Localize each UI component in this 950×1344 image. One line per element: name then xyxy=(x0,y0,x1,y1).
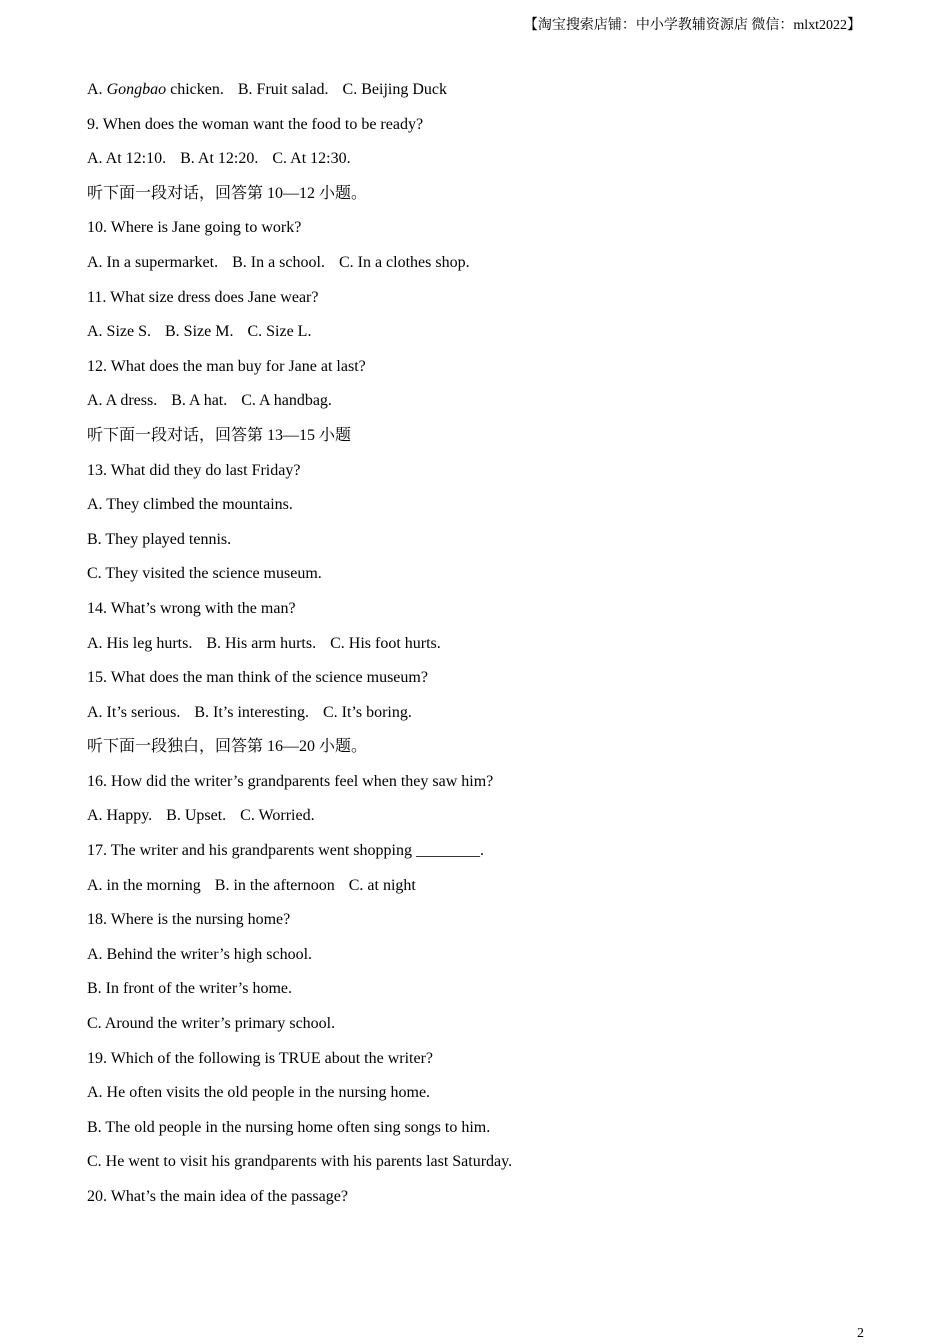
q15-option-a: A. It’s serious. xyxy=(87,703,181,721)
q16-question: 16. How did the writer’s grandparents feel when they saw him? xyxy=(87,772,494,790)
q9-option-a: A. At 12:10. xyxy=(87,150,167,168)
q17-option-c: C. at night xyxy=(348,876,416,894)
q15-option-c: C. It’s boring. xyxy=(322,703,412,721)
q11-option-c: C. Size L. xyxy=(247,323,312,341)
q19-question: 19. Which of the following is TRUE about the writer? xyxy=(87,1049,434,1067)
q9-question: 9. When does the woman want the food to be ready? xyxy=(87,115,424,133)
q14-option-c: C. His foot hurts. xyxy=(330,634,441,652)
q12-options xyxy=(87,390,867,425)
q8-options xyxy=(87,79,867,114)
q9-options xyxy=(87,148,867,183)
q8-option-a xyxy=(87,81,224,98)
section-heading-16-20: 听下面一段独白，回答第 16—20 小题。 xyxy=(87,738,368,756)
q13-question: 13. What did they do last Friday? xyxy=(87,461,301,479)
q16-option-b: B. Upset. xyxy=(166,807,227,825)
q10-option-a: A. In a supermarket. xyxy=(87,253,219,271)
q8-option-a-italic: Gongbao xyxy=(106,81,167,98)
q14-option-a: A. His leg hurts. xyxy=(87,634,193,652)
q11-options xyxy=(87,321,867,356)
section-heading-10-12: 听下面一段对话，回答第 10—12 小题。 xyxy=(87,184,368,202)
q17-option-a: A. in the morning xyxy=(87,876,201,894)
q18-option-c: C. Around the writer’s primary school. xyxy=(87,1015,336,1033)
q15-option-b: B. It’s interesting. xyxy=(194,703,309,721)
q12-option-c: C. A handbag. xyxy=(241,392,332,410)
q8-option-b: B. Fruit salad. xyxy=(237,81,329,98)
q14-question: 14. What’s wrong with the man? xyxy=(87,599,296,617)
q10-option-c: C. In a clothes shop. xyxy=(338,253,470,271)
q9-option-c: C. At 12:30. xyxy=(272,150,351,168)
q16-option-a: A. Happy. xyxy=(87,807,153,825)
q13-option-a: A. They climbed the mountains. xyxy=(87,496,293,514)
q17-option-b: B. in the afternoon xyxy=(214,876,335,894)
q10-option-b: B. In a school. xyxy=(232,253,325,271)
q8-option-a-suffix: chicken. xyxy=(166,81,224,98)
q14-options xyxy=(87,633,867,668)
q16-option-c: C. Worried. xyxy=(240,807,315,825)
q18-option-b: B. In front of the writer’s home. xyxy=(87,980,292,998)
q19-option-a: A. He often visits the old people in the nursing home. xyxy=(87,1084,431,1102)
q15-options xyxy=(87,702,867,737)
q8-option-c: C. Beijing Duck xyxy=(342,81,447,98)
q17-question: 17. The writer and his grandparents went shopping ________. xyxy=(87,842,484,860)
page-number: 2 xyxy=(857,1326,864,1341)
q12-option-b: B. A hat. xyxy=(171,392,228,410)
q16-options xyxy=(87,805,867,840)
q8-option-a-prefix: A. xyxy=(87,81,107,98)
q10-options xyxy=(87,252,867,287)
q11-option-a: A. Size S. xyxy=(87,323,151,341)
q11-option-b: B. Size M. xyxy=(165,323,234,341)
q18-option-a: A. Behind the writer’s high school. xyxy=(87,945,313,963)
q11-question: 11. What size dress does Jane wear? xyxy=(87,288,319,306)
section-heading-13-15: 听下面一段对话，回答第 13—15 小题 xyxy=(87,426,352,444)
q12-question: 12. What does the man buy for Jane at last? xyxy=(87,357,366,375)
q9-option-b: B. At 12:20. xyxy=(180,150,259,168)
page-header: 【淘宝搜索店铺：中小学教辅资源店 微信：mlxt2022】 xyxy=(523,18,861,33)
q18-question: 18. Where is the nursing home? xyxy=(87,911,291,929)
q15-question: 15. What does the man think of the science museum? xyxy=(87,669,428,687)
q19-option-b: B. The old people in the nursing home often sing songs to him. xyxy=(87,1118,491,1136)
q13-option-c: C. They visited the science museum. xyxy=(87,565,322,583)
q10-question: 10. Where is Jane going to work? xyxy=(87,219,302,237)
document-body xyxy=(87,79,867,1221)
q19-option-c: C. He went to visit his grandparents with his parents last Saturday. xyxy=(87,1153,513,1171)
q12-option-a: A. A dress. xyxy=(87,392,158,410)
q20-question: 20. What’s the main idea of the passage? xyxy=(87,1188,348,1205)
q17-options xyxy=(87,875,867,910)
q14-option-b: B. His arm hurts. xyxy=(206,634,317,652)
q13-option-b: B. They played tennis. xyxy=(87,530,232,548)
